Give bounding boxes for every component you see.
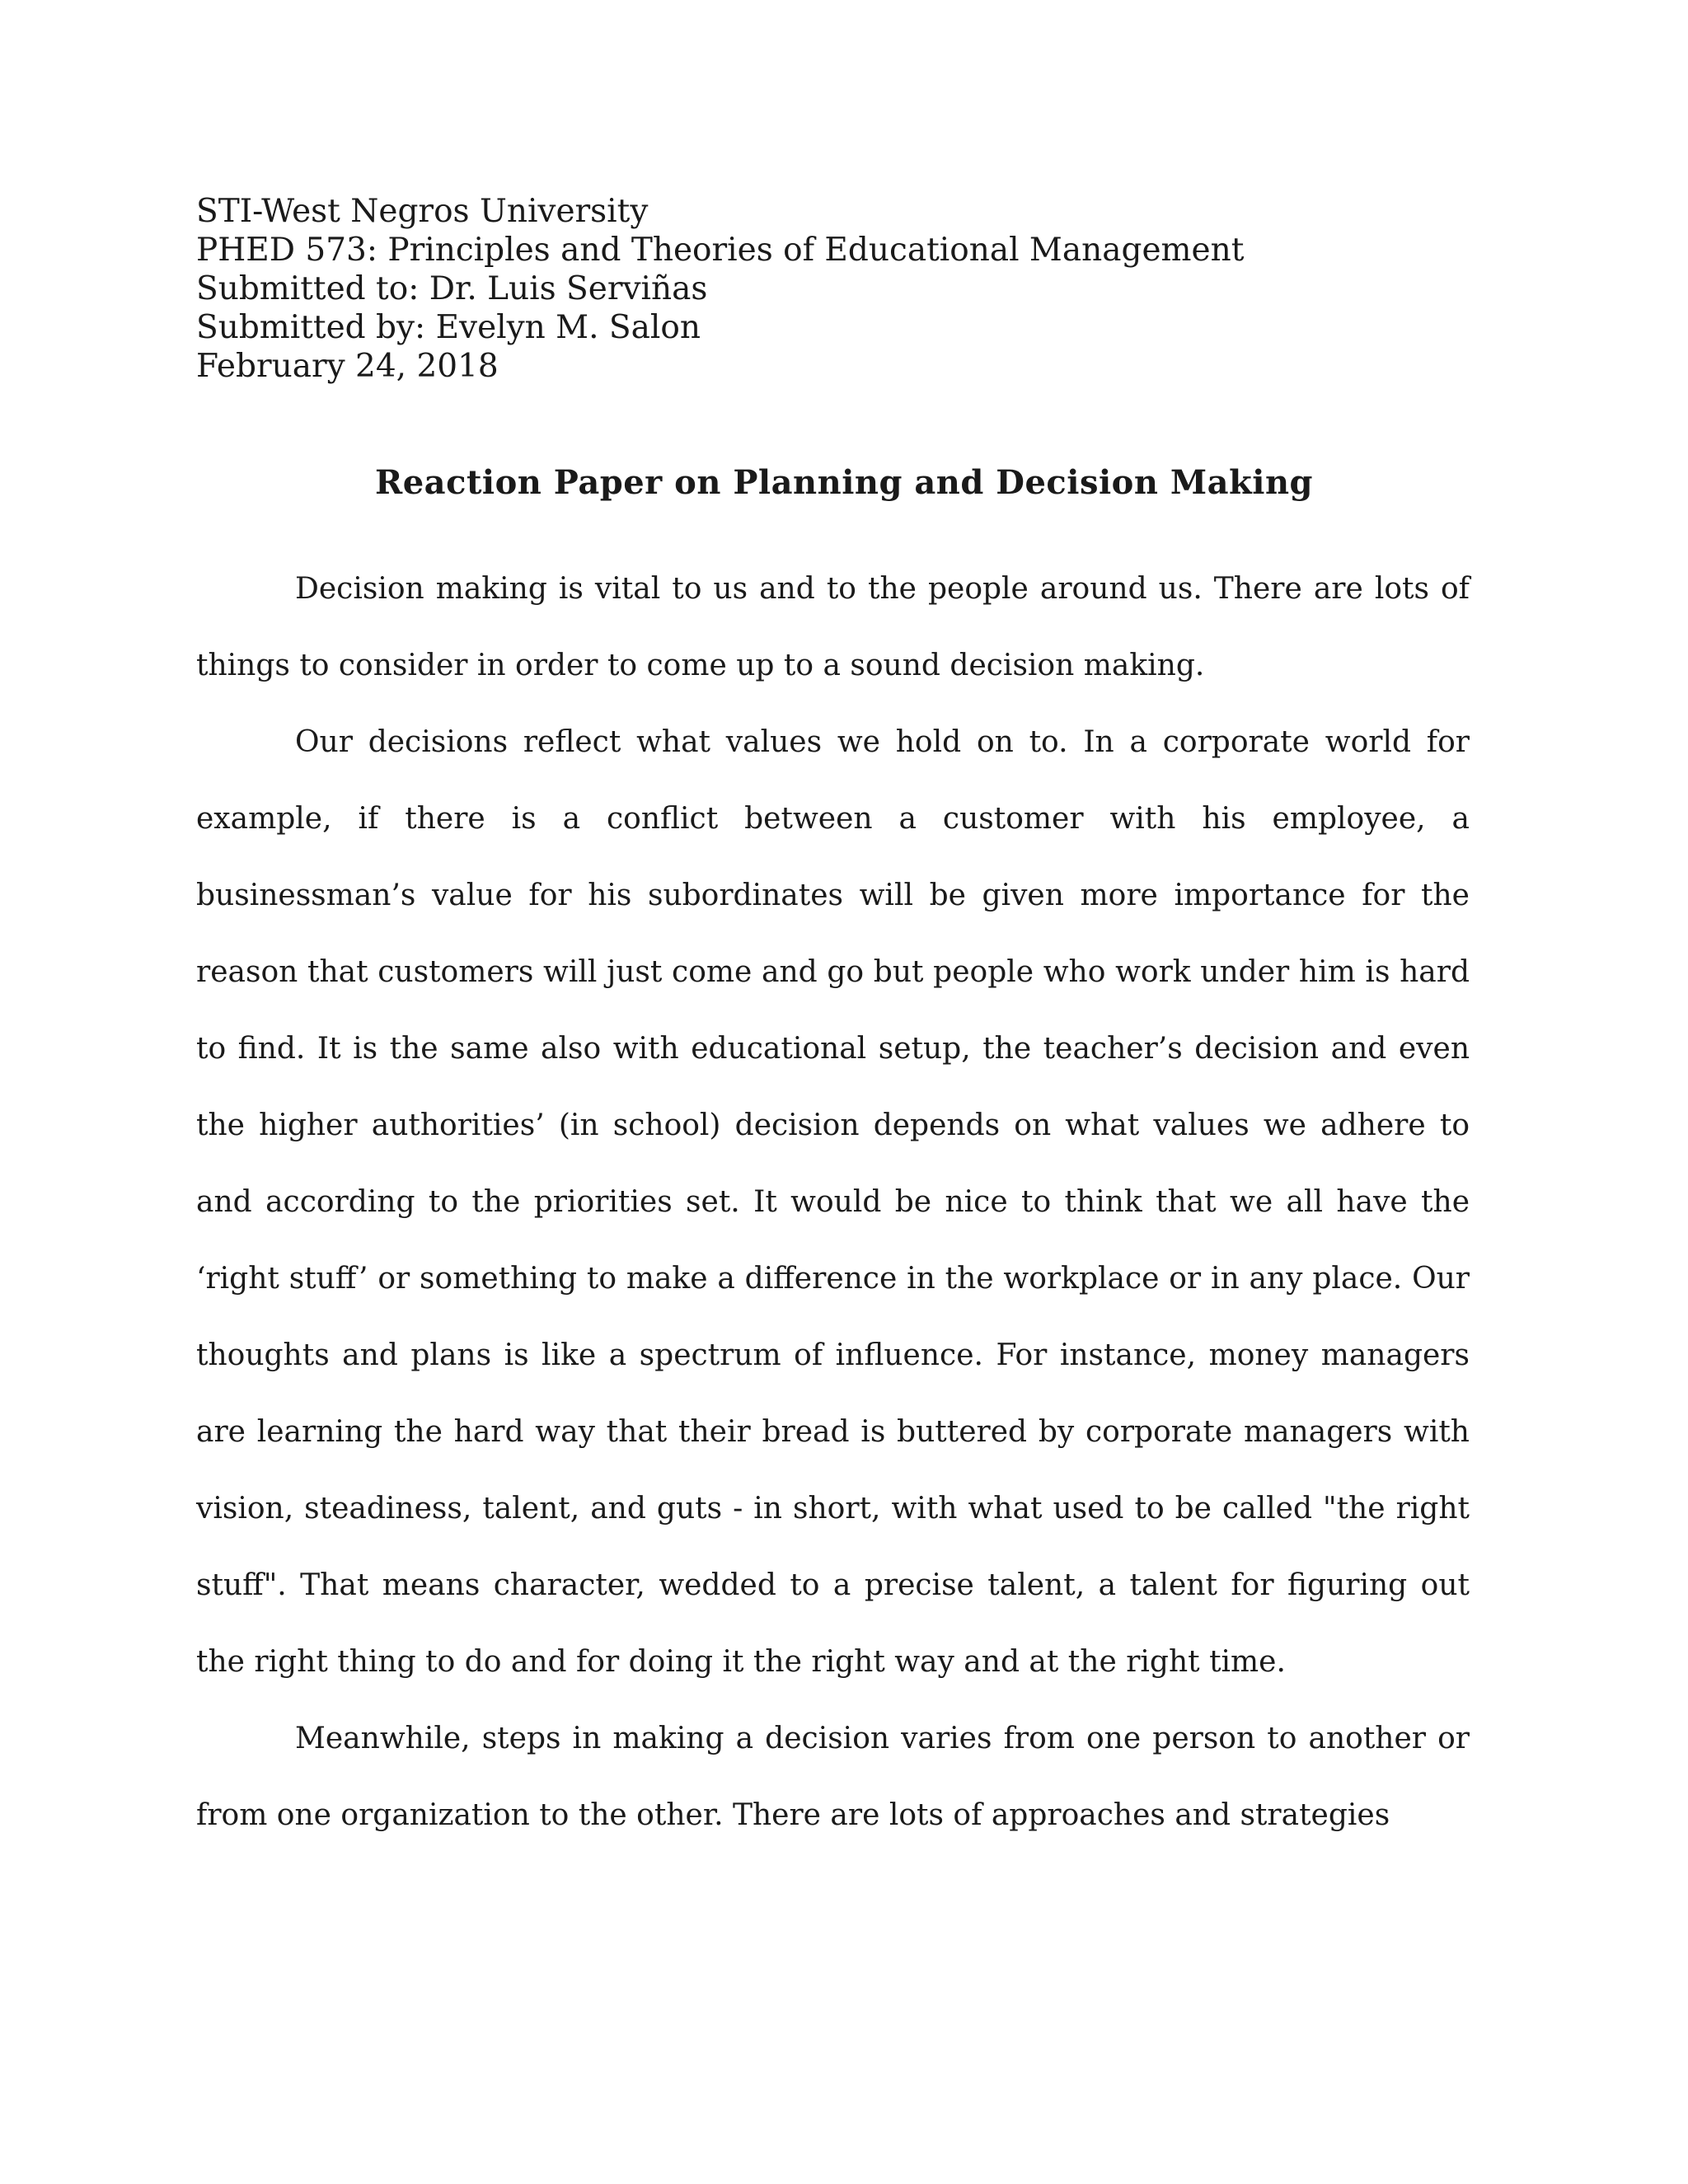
paper-title: Reaction Paper on Planning and Decision Making: [374, 463, 1314, 502]
submitted-to: Submitted to: Dr. Luis Serviñas: [196, 270, 708, 307]
submitted-by: Submitted by: Evelyn M. Salon: [196, 309, 701, 346]
submission-date: February 24, 2018: [196, 348, 499, 385]
course-title: PHED 573: Principles and Theories of Educational Management: [196, 232, 1245, 269]
institution-name: STI-West Negros University: [196, 193, 649, 230]
paper-body: [196, 551, 1470, 1854]
paragraph: Decision making is vital to us and to the people around us. There are lots of things to consider in order to come up to a sound decision making.: [196, 572, 1470, 682]
document-header: [196, 192, 1515, 386]
paragraph: Meanwhile, steps in making a decision varies from one person to another or from one organization to the other. There are lots of approaches and strategies: [196, 1722, 1470, 1832]
paragraph: Our decisions reflect what values we hold on to. In a corporate world for example, if there is a conflict between a customer with his employee, a businessman’s value for his subordinates will be given more importance for the reason that customers will just come and go but people who work under him is hard to find. It is the same also with educational setup, the teacher’s decision and even the higher authorities’ (in school) decision depends on what values we adhere to and according to the priorities set. It would be nice to think that we all have the ‘right stuff’ or something to make a difference in the workplace or in any place. Our thoughts and plans is like a spectrum of influence. For instance, money managers are learning the hard way that their bread is buttered by corporate managers with vision, steadiness, talent, and guts - in short, with what used to be called "the right stuff". That means character, wedded to a precise talent, a talent for figuring out the right thing to do and for doing it the right way and at the right time.: [196, 725, 1470, 1679]
